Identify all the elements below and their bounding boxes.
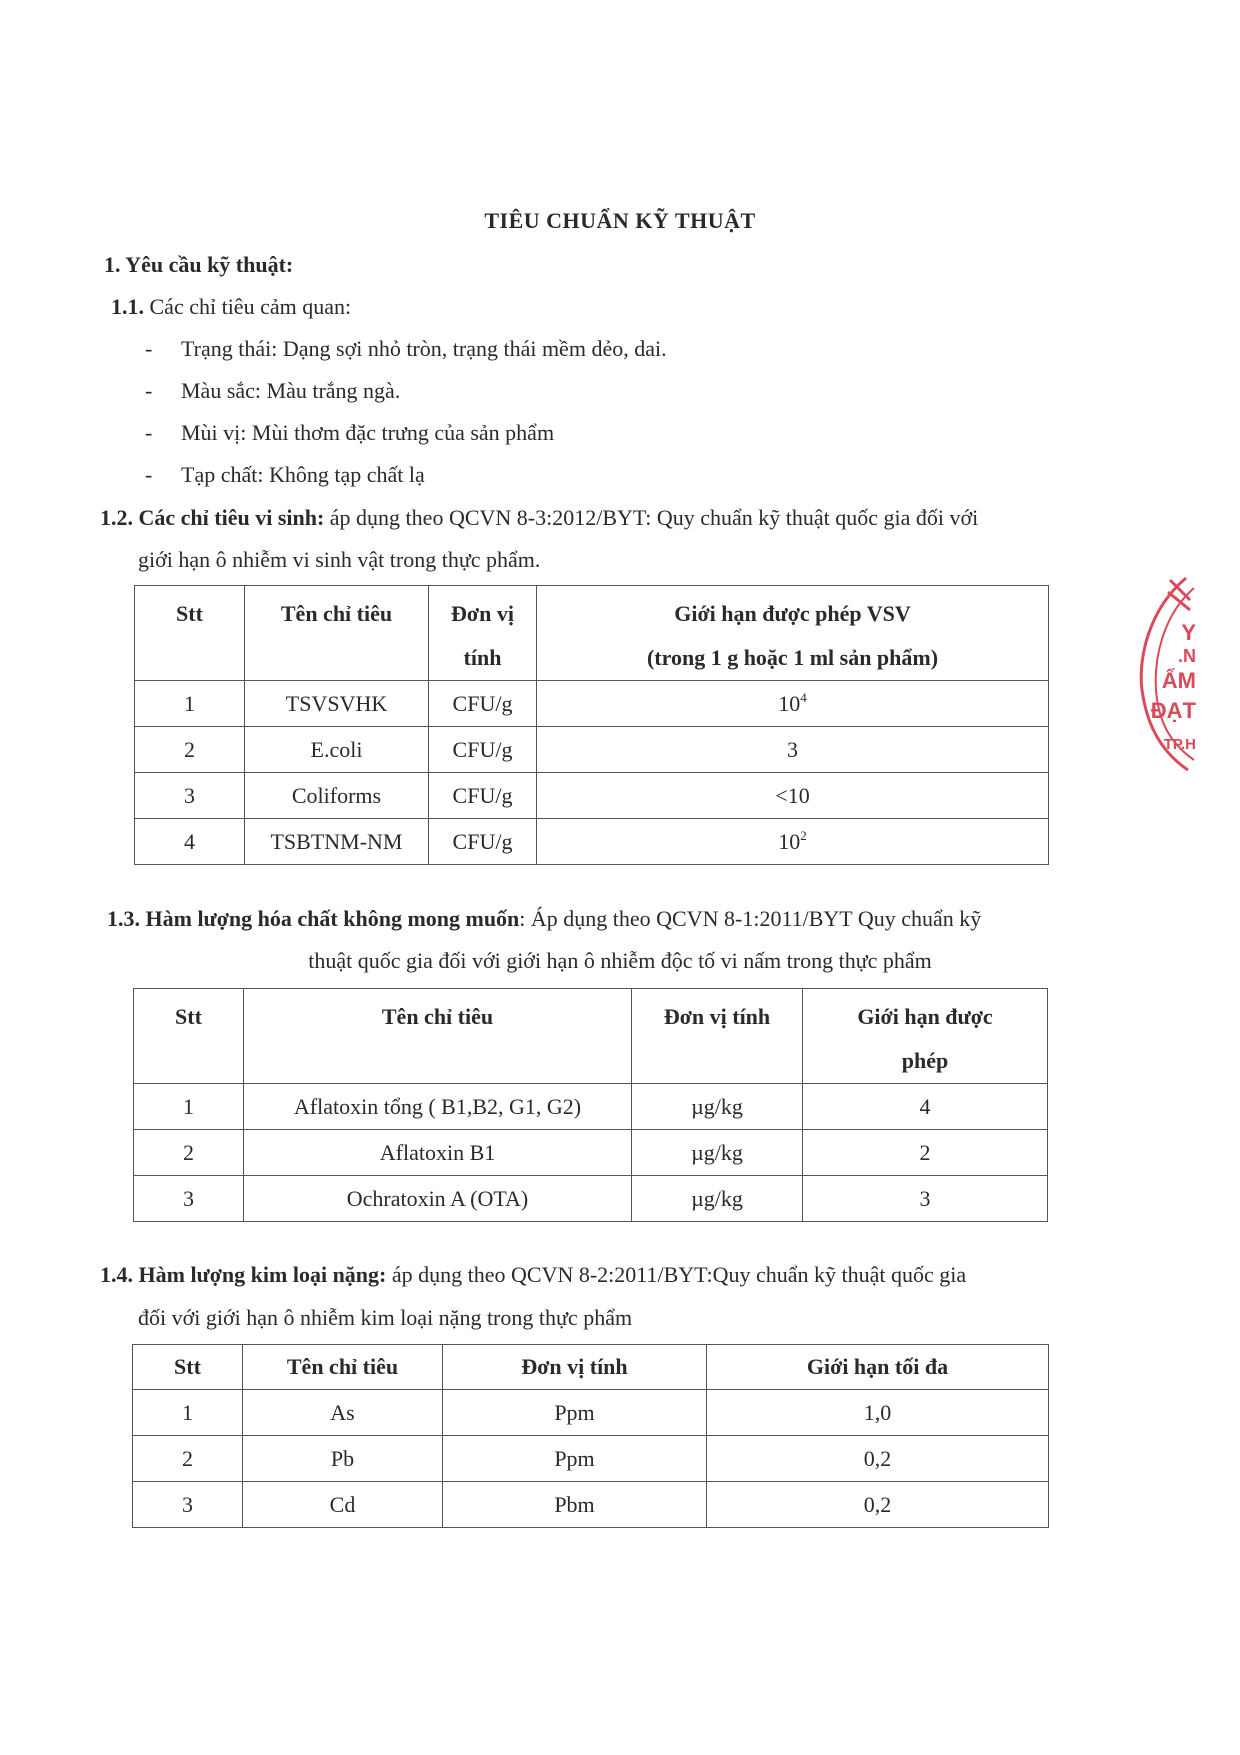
table-row <box>134 1084 1048 1130</box>
cell-stt: 4 <box>135 819 245 865</box>
cell-unit: CFU/g <box>429 681 537 727</box>
list-item-text: Màu sắc: Màu trắng ngà. <box>181 378 401 403</box>
table-header-row <box>133 1345 1049 1390</box>
cell-limit: $10^4$ <box>537 681 1049 727</box>
table-row <box>133 1390 1049 1436</box>
cell-name: Cd <box>243 1482 443 1528</box>
company-stamp <box>1128 570 1198 780</box>
table-header-row <box>134 989 1048 1084</box>
section-1-1-label: Các chỉ tiêu cảm quan: <box>149 294 352 319</box>
list-item: - Trạng thái: Dạng sợi nhỏ tròn, trạng thái mềm dẻo, dai. <box>145 336 667 361</box>
list-item-text: Tạp chất: Không tạp chất lạ <box>181 462 425 487</box>
list-item: - Mùi vị: Mùi thơm đặc trưng của sản phẩm <box>145 420 555 445</box>
cell-stt: 2 <box>134 1130 244 1176</box>
section-1-heading: 1. Yêu cầu kỹ thuật: <box>104 252 294 277</box>
cell-limit: 0,2 <box>707 1482 1049 1528</box>
cell-name: Aflatoxin tổng ( B1,B2, G1, G2) <box>244 1084 632 1130</box>
cell-stt: 1 <box>135 681 245 727</box>
section-1-2-title: 1.2. Các chỉ tiêu vi sinh: <box>100 505 325 530</box>
header-unit: Đơn vị tính <box>632 989 803 1084</box>
stamp-text: ẨM <box>1161 668 1196 693</box>
table-header-row <box>135 586 1049 681</box>
table-row <box>134 1176 1048 1222</box>
cell-limit: $10^2$ <box>537 819 1049 865</box>
cell-unit: CFU/g <box>429 727 537 773</box>
cell-stt: 3 <box>134 1176 244 1222</box>
header-unit: Đơn vị tính <box>443 1345 707 1390</box>
table-row <box>135 681 1049 727</box>
header-stt: Stt <box>133 1345 243 1390</box>
list-item-text: Mùi vị: Mùi thơm đặc trưng của sản phẩm <box>181 420 555 445</box>
cell-stt: 2 <box>135 727 245 773</box>
section-1-2-line2: giới hạn ô nhiễm vi sinh vật trong thực phẩm. <box>138 547 541 572</box>
header-limit: Giới hạn được phép <box>803 989 1048 1084</box>
section-1-1-number: 1.1. <box>111 294 144 319</box>
table-row <box>134 1130 1048 1176</box>
cell-stt: 3 <box>135 773 245 819</box>
section-1-4-line2: đối với giới hạn ô nhiễm kim loại nặng trong thực phẩm <box>138 1305 633 1330</box>
table-row <box>133 1482 1049 1528</box>
cell-limit: 3 <box>803 1176 1048 1222</box>
cell-stt: 3 <box>133 1482 243 1528</box>
cell-name: Coliforms <box>245 773 429 819</box>
cell-name: Pb <box>243 1436 443 1482</box>
cell-name: TSVSVHK <box>245 681 429 727</box>
header-name: Tên chỉ tiêu <box>243 1345 443 1390</box>
stamp-text: ĐẠT <box>1150 698 1196 723</box>
section-1-3-line1 <box>107 906 981 932</box>
mycotoxin-table <box>133 988 1048 1222</box>
cell-limit: 4 <box>803 1084 1048 1130</box>
cell-unit: CFU/g <box>429 819 537 865</box>
microbiology-table <box>134 585 1049 865</box>
heavy-metal-table <box>132 1344 1049 1528</box>
section-1-4-text: áp dụng theo QCVN 8-2:2011/BYT:Quy chuẩn kỹ thuật quốc gia <box>386 1262 967 1287</box>
cell-limit: 3 <box>537 727 1049 773</box>
cell-stt: 1 <box>134 1084 244 1130</box>
cell-unit: Ppm <box>443 1390 707 1436</box>
cell-unit: Pbm <box>443 1482 707 1528</box>
header-limit: Giới hạn được phép VSV (trong 1 g hoặc 1 ml sản phẩm) <box>537 586 1049 681</box>
cell-limit: 0,2 <box>707 1436 1049 1482</box>
table-row <box>135 819 1049 865</box>
cell-name: TSBTNM-NM <box>245 819 429 865</box>
cell-name: As <box>243 1390 443 1436</box>
cell-stt: 2 <box>133 1436 243 1482</box>
section-1-3-text: : Áp dụng theo QCVN 8-1:2011/BYT Quy chuẩn kỹ <box>519 906 982 931</box>
header-limit: Giới hạn tối đa <box>707 1345 1049 1390</box>
header-name: Tên chỉ tiêu <box>244 989 632 1084</box>
table-row <box>135 727 1049 773</box>
list-item: - Màu sắc: Màu trắng ngà. <box>145 378 401 403</box>
list-item-text: Trạng thái: Dạng sợi nhỏ tròn, trạng thái mềm dẻo, dai. <box>181 336 667 361</box>
cell-limit: 1,0 <box>707 1390 1049 1436</box>
stamp-text: .N <box>1178 646 1196 666</box>
stamp-text: TP.H <box>1163 736 1196 753</box>
header-unit: Đơn vị tính <box>429 586 537 681</box>
cell-unit: Ppm <box>443 1436 707 1482</box>
list-item: - Tạp chất: Không tạp chất lạ <box>145 462 425 487</box>
section-1-4-line1 <box>100 1262 966 1288</box>
table-row <box>135 773 1049 819</box>
table-row <box>133 1436 1049 1482</box>
document-title: TIÊU CHUẨN KỸ THUẬT <box>484 208 756 233</box>
header-stt: Stt <box>135 586 245 681</box>
cell-unit: CFU/g <box>429 773 537 819</box>
cell-name: Aflatoxin B1 <box>244 1130 632 1176</box>
cell-unit: µg/kg <box>632 1176 803 1222</box>
section-1-1-heading <box>111 294 351 320</box>
cell-name: Ochratoxin A (OTA) <box>244 1176 632 1222</box>
section-1-4-title: 1.4. Hàm lượng kim loại nặng: <box>100 1262 387 1287</box>
cell-name: E.coli <box>245 727 429 773</box>
cell-limit: <10 <box>537 773 1049 819</box>
cell-unit: µg/kg <box>632 1130 803 1176</box>
section-1-2-text: áp dụng theo QCVN 8-3:2012/BYT: Quy chuẩn kỹ thuật quốc gia đối với <box>324 505 979 530</box>
header-stt: Stt <box>134 989 244 1084</box>
section-1-2-line1 <box>100 505 978 531</box>
stamp-text: Y <box>1181 620 1196 645</box>
cell-unit: µg/kg <box>632 1084 803 1130</box>
section-1-3-line2: thuật quốc gia đối với giới hạn ô nhiễm độc tố vi nấm trong thực phẩm <box>308 948 932 973</box>
cell-stt: 1 <box>133 1390 243 1436</box>
section-1-3-title: 1.3. Hàm lượng hóa chất không mong muốn <box>107 906 520 931</box>
header-name: Tên chỉ tiêu <box>245 586 429 681</box>
cell-limit: 2 <box>803 1130 1048 1176</box>
